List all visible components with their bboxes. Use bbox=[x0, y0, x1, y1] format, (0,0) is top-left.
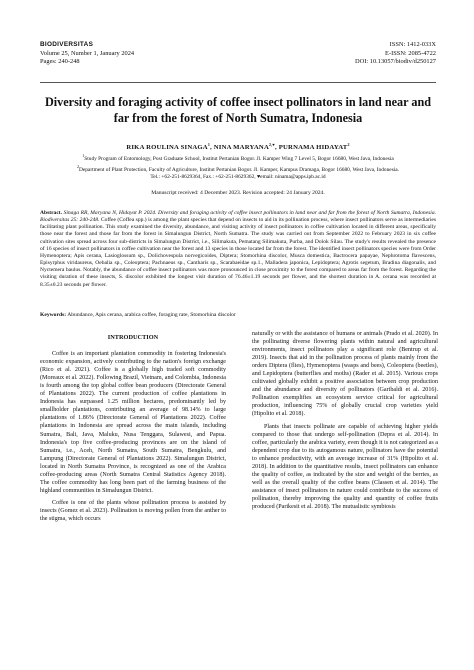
keywords-text: Abundance, Apis cerana, arabica coffee, foraging rate, Stomorhina discolor bbox=[66, 312, 236, 318]
journal-header-left bbox=[40, 41, 134, 67]
author-1-sup: 1 bbox=[207, 142, 211, 147]
journal-header-right bbox=[355, 41, 436, 67]
author-list bbox=[40, 142, 436, 151]
header-divider bbox=[40, 82, 436, 83]
affiliation-1-text: Study Program of Entomology, Post Graduate School, Institut Pertanian Bogor. Jl. Kamper Wing 7 Level 5, Bogor 16680, West Java, Indonesia bbox=[84, 155, 394, 162]
paper-title: Diversity and foraging activity of coffee insect pollinators in land near and far from the forest of North Sumatra, Indonesia bbox=[44, 95, 432, 125]
affiliation-1-sup: 1 bbox=[82, 153, 85, 158]
author-3: , PURNAMA HIDAYAT bbox=[274, 144, 348, 152]
affiliation-2 bbox=[48, 163, 428, 174]
manuscript-dates: Manuscript received: 4 December 2023. Revision accepted: 24 January 2024. bbox=[151, 190, 325, 196]
author-3-sup: 2 bbox=[347, 142, 350, 147]
eissn: E-ISSN: 2085-4722 bbox=[385, 49, 436, 57]
abstract-citation: Sinaga RR, Maryana N, Hidayat P. 2024. Diversity and foraging activity of coffee insect pollinators in land near and far from the forest of North Sumatra, Indonesia. Biodiversitas 25: 240-248. bbox=[40, 210, 436, 224]
journal-pages: Pages: 240-248 bbox=[40, 58, 80, 66]
doi: DOI: 10.13057/biodiv/d250127 bbox=[355, 58, 436, 66]
introduction-heading: INTRODUCTION bbox=[107, 334, 159, 341]
keywords-label: Keywords: bbox=[40, 312, 67, 318]
affiliation-2-text: Department of Plant Protection, Faculty of Agriculture, Institut Pertanian Bogor. Jl. Kamper, Kampus Dramaga, Bogor 16680, West Java, Indonesia. bbox=[78, 166, 400, 173]
abstract bbox=[40, 210, 436, 289]
author-1: RIKA ROULINA SINAGA bbox=[126, 144, 208, 152]
journal-name: BIODIVERSITAS bbox=[40, 41, 94, 48]
affiliations bbox=[48, 152, 428, 181]
author-2: , NINA MARYANA bbox=[210, 144, 269, 152]
journal-volume: Volume 25, Number 1, January 2024 bbox=[40, 49, 135, 57]
left-column bbox=[40, 330, 226, 527]
contact-info: Tel.: +62-251-8629364, Fax.: +62-251-8629362, ♥email: ninama@apps.ipb.ac.id bbox=[150, 173, 326, 180]
affiliation-1 bbox=[48, 152, 428, 163]
intro-paragraph-3: naturally or with the assistance of humans or animals (Prado et al. 2020). In the pollinating diverse flowering plants within natural and agricultural environments, insect pollinators play a significant role (Bentrup et al. 2019). Insects that aid in the pollination process of plants mainly from the orders Diptera (flies), Hymenoptera (wasps and bees), Coleoptera (beetles), and Lepidoptera (butterflies and moths) (Rader et al. 2015). Various crops cultivated globally exhibit a positive association between crop production and the abundance and diversity of pollinators (Garibaldi et al. 2016). Pollination exemplifies an ecosystem service critical for agricultural production, influencing 75% of globally crucial crop varieties yield (Hipolito et al. 2018). bbox=[252, 331, 438, 418]
right-column bbox=[252, 330, 438, 515]
issn: ISSN: 1412-033X bbox=[389, 41, 436, 48]
keywords bbox=[40, 312, 436, 319]
intro-paragraph-1: Coffee is an important plantation commodity in fostering Indonesia's economic expansion, actively contributing to the nation's foreign exchange (Rico et al. 2021). Coffee is a globally high traded soft commodity (Moreaux et al. 2022). Following Brazil, Vietnam, and Colombia, Indonesia is fourth among the top global coffee bean producers (Directorate General of Plantations 2022). The current production of coffee plantations in Indonesia has surpassed 1.25 million hectares, predominantly led by smallholder plantations, contributing an average of 98.14% to large plantations of 1.86% (Directorate General of Plantations 2022). Coffee plantations in Indonesia are spread across the main islands, including Sumatra, Bali, Java, Maluku, Nusa Tenggara, Sulawesi, and Papua. Indonesia's top five coffee-producing provinces are on the island of Sumatra, i.e., Aceh, North Sumatra, South Sumatra, Bengkulu, and Lampung (Directorate General of Plantations 2022). Simalungun District, located in North Sumatra Province, is recognized as one of the Arabica coffee-producing areas (North Sumatra Central Statistics Agency 2018). The coffee commodity has long been part of the farming business of the highland communities in Simalungun District. bbox=[40, 351, 226, 494]
intro-paragraph-4: Plants that insects pollinate are capable of achieving higher yields compared to those that undergo self-pollination (Depra et al. 2014). In coffee, particularly the arabica variety, even though it is not categorized as a dependent crop due to its autogamous nature, pollinators have the potential to enhance productivity, with an average increase of 31% (Hipolito et al. 2018). In addition to the quantitative results, insect pollinators can enhance the quality of coffee, as indicated by the size and weight of the berries, as well as the overall quality of the coffee beans (Classen et al. 2014). The assistance of insect pollinators in nature could contribute to the success of pollination, thereby improving the quality and quantity of coffee fruits produced (Parikesit et al. 2018). The mutualistic symbiosis bbox=[252, 423, 438, 510]
author-2-sup: 2,♥ bbox=[269, 142, 275, 147]
abstract-body: Coffee (Coffea spp.) is among the plant species that depend on insects to aid in its pollination process, where insect pollinators serve as intermediaries facilitating plant pollination. This study examined the diversity, abundance, and visiting activity of insect pollinators in coffee cultivation located in different areas, specifically those near the forest and those far from the forest in Simalungun District, North Sumatra. The study was carried out from September 2022 to February 2023 in six coffee cultivation sites spread across four sub-districts in Simalungun District, i.e., Silimakuta, Pematang Silimakuta, Purba, and Dolok Silau. The study's results revealed the presence of 16 species of insect pollinators in coffee cultivation near the forest and 13 species in those located far from the forest. The identified insect pollinators species were from Order Hymenoptera; Apis cerana, Lasioglossum sp., Dolichovespula norvegicoides, Diptera; Stomorhina discolor, Musca domestica, Bactrocera papayae, Nephrotoma flavescens, Episyrphus viridaureus, Oebalia sp., Coleoptera; Pachnaeus sp., Cantharis sp., Scarabaeidae sp.1., Malladera japonica, Lepidoptera; Agrotis segetum, Bradina diagonalis, and Nyctemera baulus. Notably, the abundance of coffee insect pollinators was more pronounced in close proximity to the forest compared to areas far from the forest. Regarding the visiting duration of these insects, S. discolor exhibited the longest visit duration of 76.46±1.19 seconds per flower, and the shortest duration in A. cerana was recorded at 8.35±0.23 seconds per flower. bbox=[40, 217, 436, 288]
affiliation-2-sup: 2 bbox=[76, 163, 79, 169]
abstract-label: Abstract. bbox=[40, 210, 63, 216]
intro-paragraph-2: Coffee is one of the plants whose pollination process is assisted by insects (Gomez et al. 2023). Pollination is moving pollen from the anther to the stigma, which occurs bbox=[40, 499, 226, 522]
